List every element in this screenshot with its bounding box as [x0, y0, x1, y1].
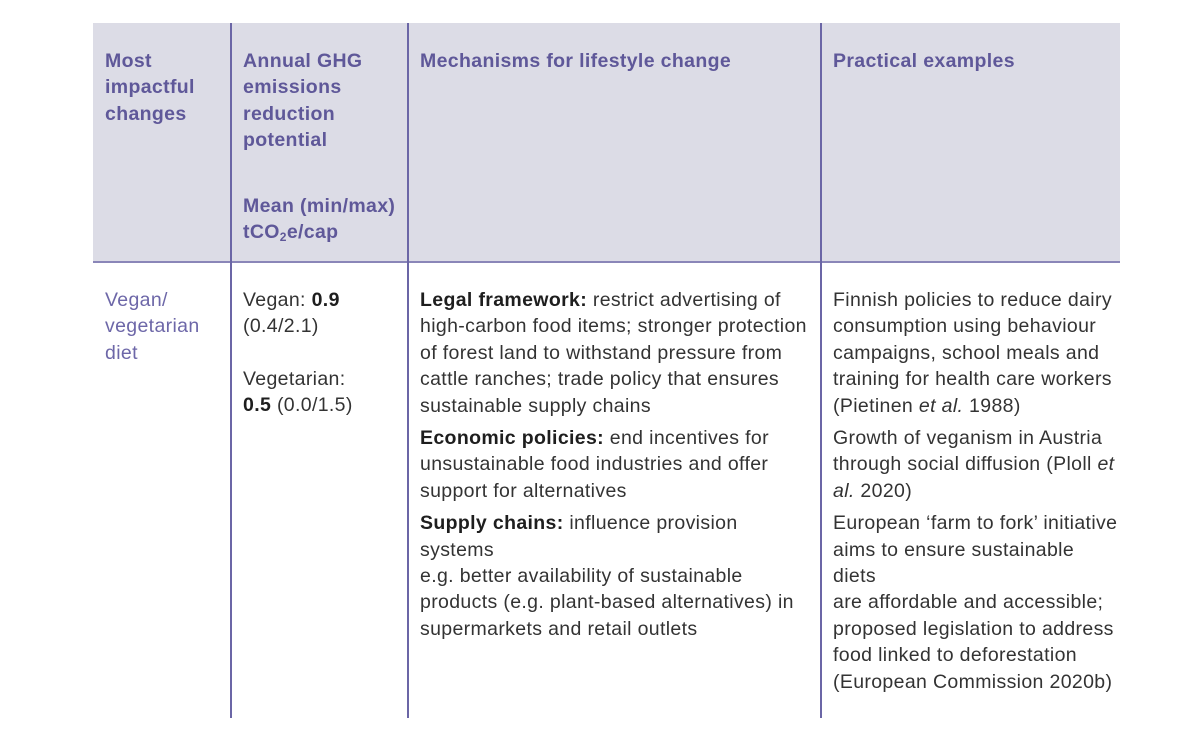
examples-cell [833, 287, 1118, 701]
header-mechanisms [420, 48, 810, 74]
header-text: Most [105, 50, 152, 72]
header-reduction-potential [243, 48, 403, 245]
vegan-value: Vegan: 0.9 [243, 289, 340, 311]
reduction-cell [243, 287, 403, 419]
header-text: Practical examples [833, 50, 1015, 72]
change-cell [105, 287, 225, 366]
header-text: Annual GHG [243, 50, 363, 72]
mechanism-economic: Economic policies: end incentives for unsustainable food industries and offer support for alternatives [420, 427, 769, 502]
vegetarian-label: Vegetarian: [243, 367, 346, 390]
header-text: impactful [105, 76, 195, 99]
mechanism-supply-chains: Supply chains: influence provision systems e.g. better availability of sustainable products (e.g. plant-based alternatives) in supermarkets and retail outlets [420, 512, 794, 640]
mechanisms-cell [420, 287, 815, 648]
column-divider [230, 23, 232, 718]
change-text: vegetarian [105, 315, 200, 338]
change-text: diet [105, 341, 138, 364]
header-unit-tco2: tCO$_2$e/cap [243, 221, 339, 245]
example-farm-to-fork: European ‘farm to fork’ initiative aims to ensure sustainable diets are affordable and accessible; proposed legislation to address food linked to deforestation (European Commission 2020b) [833, 512, 1118, 693]
header-most-impactful-changes [105, 48, 225, 127]
column-divider [820, 23, 822, 718]
header-text: potential [243, 129, 328, 152]
header-practical-examples [833, 48, 1113, 74]
policy-table [93, 23, 1120, 718]
vegetarian-value: 0.5 (0.0/1.5) [243, 394, 353, 417]
header-text: emissions [243, 76, 342, 99]
header-unit: Mean (min/max) [243, 194, 396, 217]
example-finnish: Finnish policies to reduce dairy consumption using behaviour campaigns, school meals and training for health care workers (Pietinen et al. 1988) [833, 289, 1112, 417]
column-divider [407, 23, 409, 718]
header-text: Mechanisms for lifestyle change [420, 50, 732, 72]
header-text: changes [105, 102, 187, 125]
vegan-range: (0.4/2.1) [243, 315, 319, 338]
header-text: reduction [243, 102, 335, 125]
mechanism-legal: Legal framework: restrict advertising of high-carbon food items; stronger protection of forest land to withstand pressure from cattle ranches; trade policy that ensures sustainable supply chains [420, 289, 807, 417]
change-text: Vegan/ [105, 289, 168, 311]
example-austria: Growth of veganism in Austria through social diffusion (Ploll et al. 2020) [833, 427, 1115, 502]
